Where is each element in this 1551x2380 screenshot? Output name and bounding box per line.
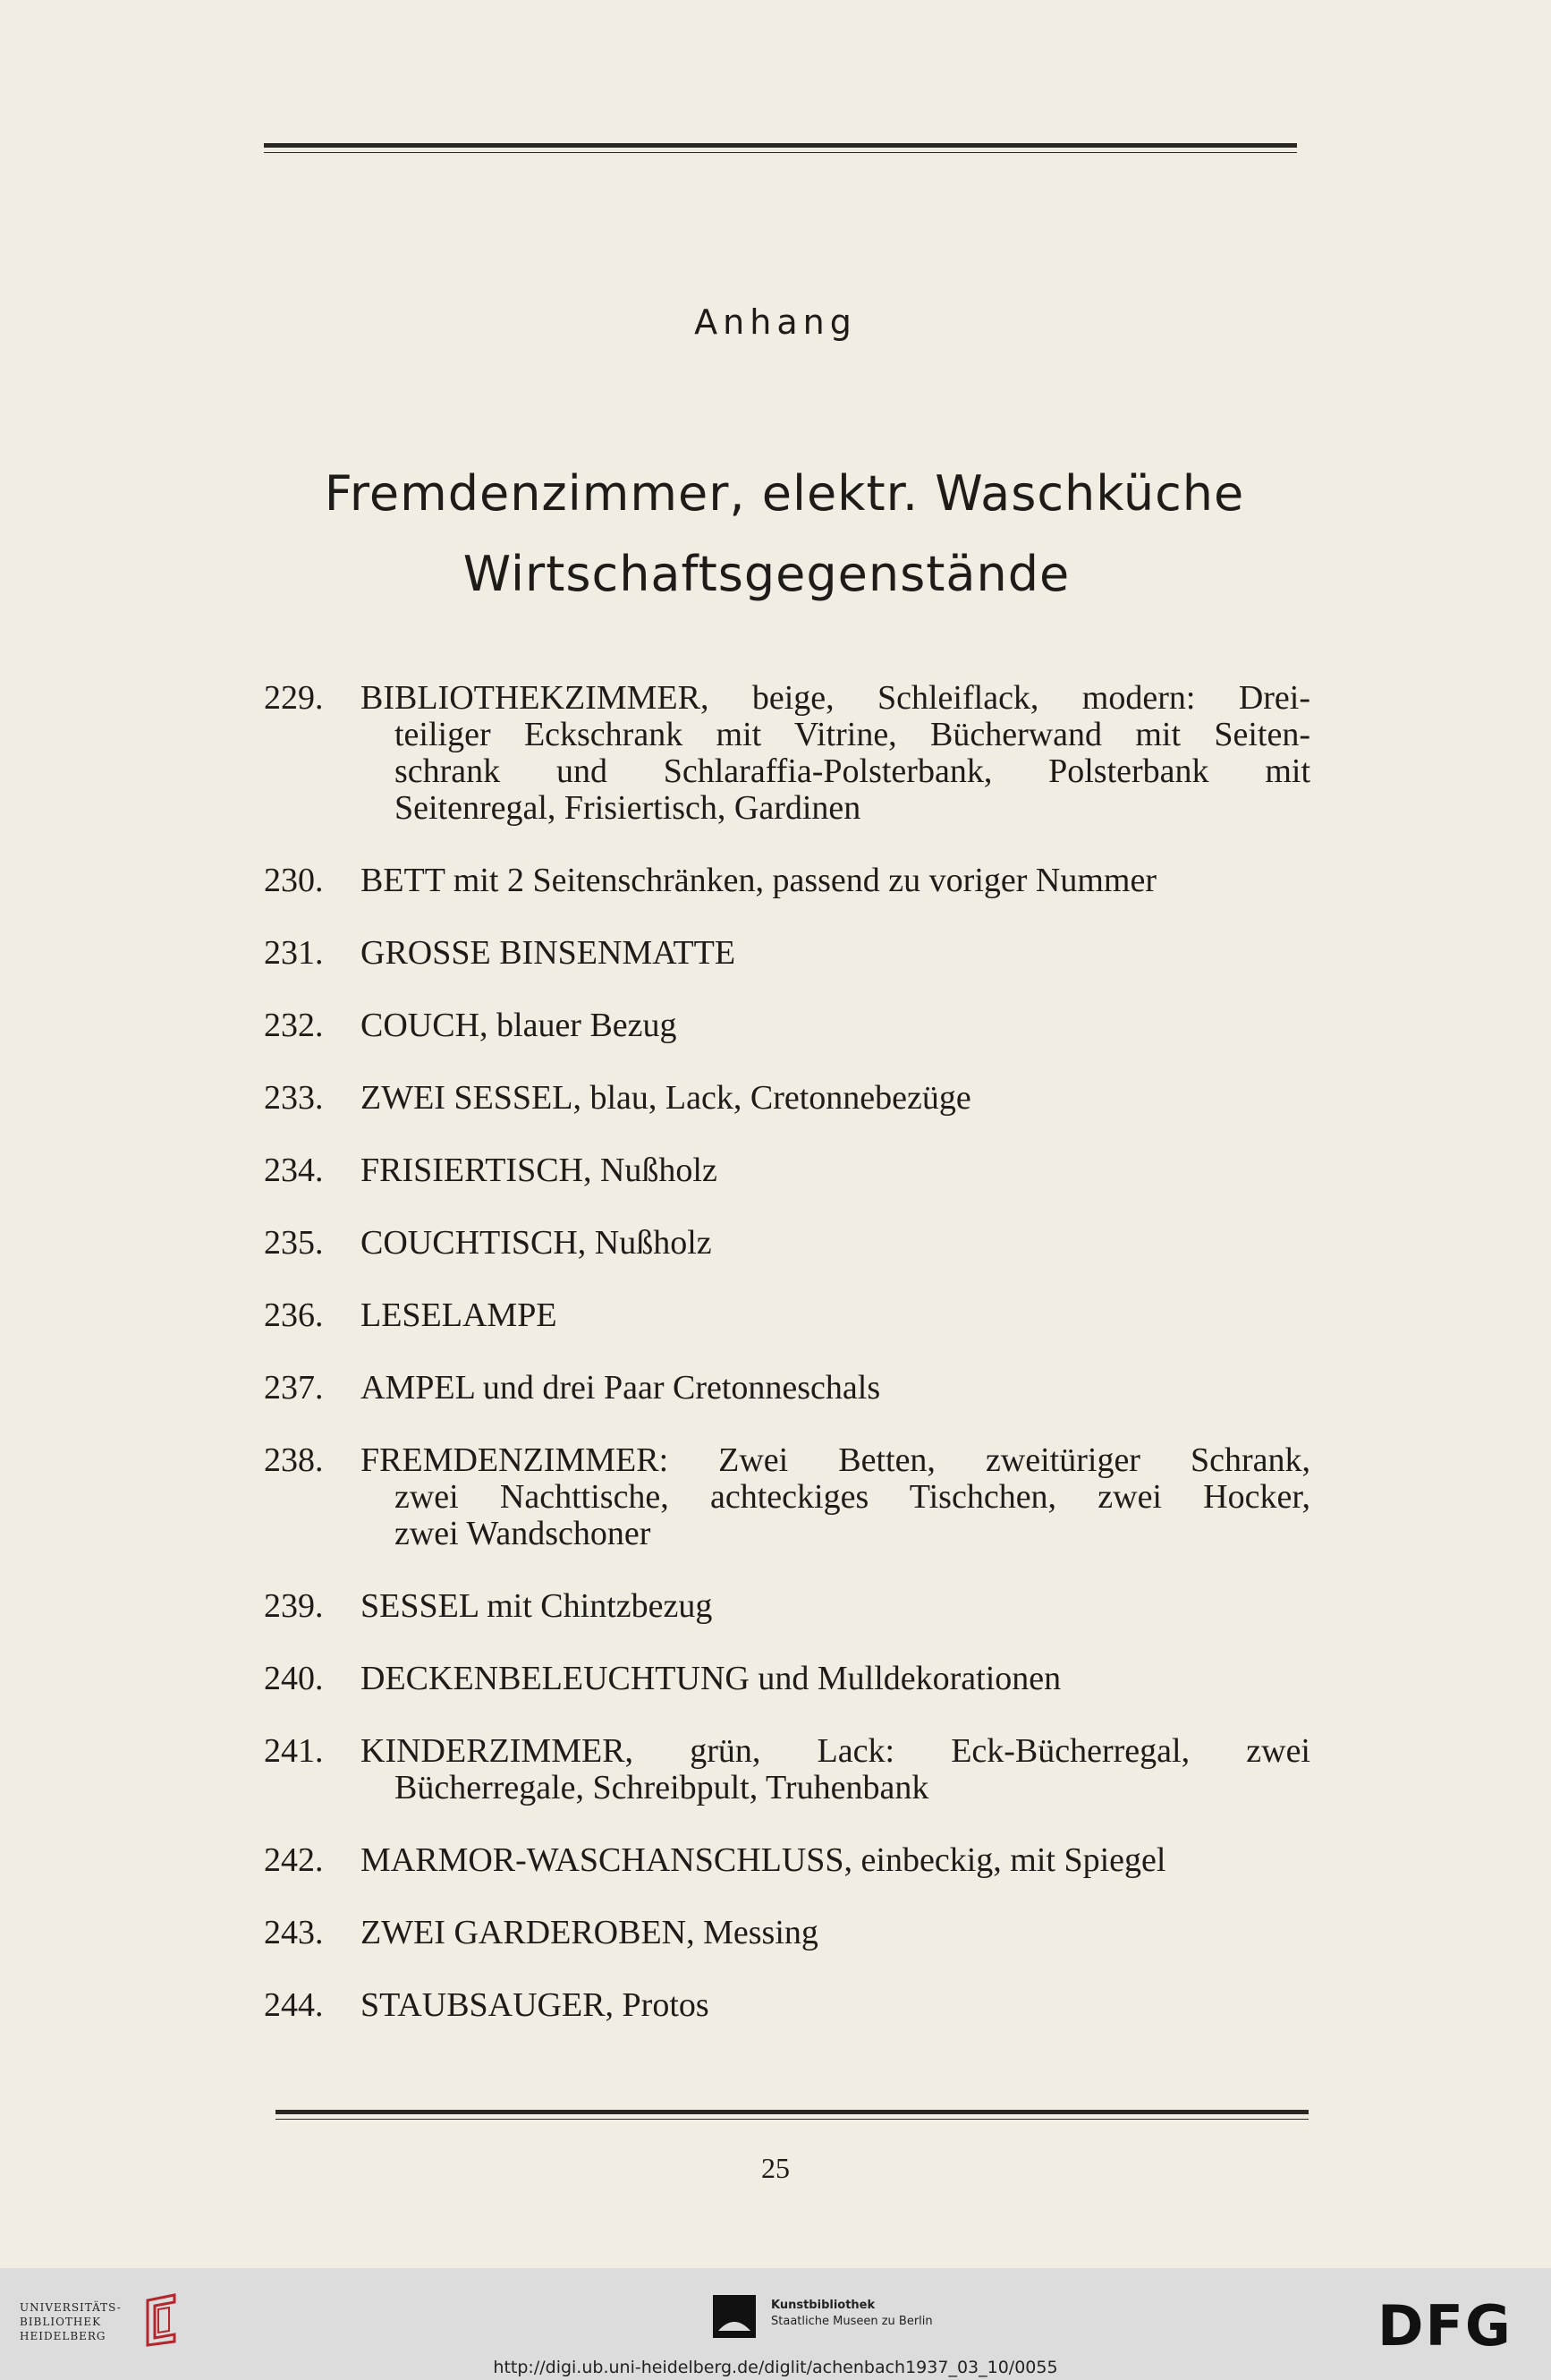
lot-number: 242.	[264, 1841, 324, 1879]
kunstbibliothek-label[interactable]	[771, 2298, 933, 2330]
lot-description-line: COUCH, blauer Bezug	[360, 1007, 677, 1044]
lot-item	[264, 1661, 1310, 1697]
kb-subtitle: Staatliche Museen zu Berlin	[771, 2315, 933, 2328]
lot-description-line: zwei Nachttische, achteckiges Tischchen, zwei Hocker,	[394, 1478, 1310, 1516]
lot-description	[360, 863, 1310, 899]
section-label: Anhang	[694, 302, 857, 342]
lot-item	[264, 1442, 1310, 1552]
lot-description	[360, 1588, 1310, 1625]
lot-item	[264, 1842, 1310, 1879]
lot-number: 240.	[264, 1660, 324, 1697]
lot-number: 233.	[264, 1079, 324, 1117]
lot-number: 232.	[264, 1007, 324, 1044]
digitization-footer	[0, 2268, 1551, 2380]
lot-item	[264, 1987, 1310, 2024]
lot-description-line: COUCHTISCH, Nußholz	[360, 1224, 712, 1262]
lot-item	[264, 1007, 1310, 1044]
lot-number: 237.	[264, 1369, 324, 1407]
lot-number: 238.	[264, 1441, 324, 1479]
lot-description	[360, 1842, 1310, 1879]
lot-number: 236.	[264, 1296, 324, 1334]
lot-description-line: ZWEI SESSEL, blau, Lack, Cretonnebezüge	[360, 1079, 971, 1117]
lot-description-line: zwei Wandschoner	[394, 1515, 651, 1552]
lot-description-line: FREMDENZIMMER: Zwei Betten, zweitüriger Schrank,	[360, 1441, 1310, 1479]
lot-number: 229.	[264, 679, 324, 717]
lot-number: 244.	[264, 1986, 324, 2024]
lot-item	[264, 1733, 1310, 1806]
lot-item	[264, 1225, 1310, 1262]
ub-heidelberg-logo[interactable]	[20, 2300, 122, 2343]
lot-description-line: FRISIERTISCH, Nußholz	[360, 1152, 717, 1189]
permalink-url[interactable]: http://digi.ub.uni-heidelberg.de/diglit/achenbach1937_03_10/0055	[493, 2358, 1058, 2377]
lot-description-line: STAUBSAUGER, Protos	[360, 1986, 709, 2024]
ub-emblem-icon	[139, 2291, 183, 2347]
dfg-logo[interactable]: DFG	[1377, 2293, 1513, 2359]
lot-number: 230.	[264, 862, 324, 899]
lot-description	[360, 1733, 1310, 1806]
lot-item	[264, 1370, 1310, 1407]
lot-description-line: GROSSE BINSENMATTE	[360, 934, 736, 972]
top-double-rule	[264, 143, 1297, 153]
page-number: 25	[761, 2152, 790, 2184]
lot-item	[264, 1080, 1310, 1117]
lot-description	[360, 1661, 1310, 1697]
kunstbibliothek-logo-icon	[713, 2295, 756, 2338]
lot-number: 231.	[264, 934, 324, 972]
lot-description	[360, 1080, 1310, 1117]
lot-number: 239.	[264, 1587, 324, 1625]
page-title-line-1: Fremdenzimmer, elektr. Waschküche	[324, 465, 1245, 522]
lot-number: 234.	[264, 1152, 324, 1189]
lot-description	[360, 935, 1310, 972]
ub-logo-line: BIBLIOTHEK	[20, 2316, 102, 2328]
ub-logo-line: HEIDELBERG	[20, 2330, 106, 2342]
lot-item	[264, 1588, 1310, 1625]
lot-description-line: ZWEI GARDEROBEN, Messing	[360, 1914, 818, 1951]
lot-item	[264, 935, 1310, 972]
lot-description-line: MARMOR-WASCHANSCHLUSS, einbeckig, mit Spiegel	[360, 1841, 1166, 1879]
lot-description-line: Seitenregal, Frisiertisch, Gardinen	[394, 789, 861, 827]
lot-number: 243.	[264, 1914, 324, 1951]
lot-description-line: AMPEL und drei Paar Cretonneschals	[360, 1369, 881, 1407]
lot-description	[360, 1152, 1310, 1189]
lot-description-line: DECKENBELEUCHTUNG und Mulldekorationen	[360, 1660, 1062, 1697]
lot-description-line: BETT mit 2 Seitenschränken, passend zu voriger Nummer	[360, 862, 1157, 899]
lot-description-line: teiliger Eckschrank mit Vitrine, Bücherwand mit Seiten-	[394, 716, 1310, 753]
lot-description-line: LESELAMPE	[360, 1296, 557, 1334]
lot-description	[360, 1007, 1310, 1044]
lot-description-line: KINDERZIMMER, grün, Lack: Eck-Bücherregal, zwei	[360, 1732, 1310, 1770]
lot-description-line: BIBLIOTHEKZIMMER, beige, Schleiflack, modern: Drei-	[360, 679, 1310, 717]
lot-list	[264, 680, 1310, 2060]
lot-description-line: Bücherregale, Schreibpult, Truhenbank	[394, 1769, 929, 1806]
lot-item	[264, 1297, 1310, 1334]
lot-description	[360, 1915, 1310, 1951]
lot-description	[360, 1297, 1310, 1334]
page-title-line-2: Wirtschaftsgegenstände	[462, 546, 1071, 602]
lot-item	[264, 680, 1310, 827]
lot-description	[360, 1987, 1310, 2024]
lot-description-line: schrank und Schlaraffia-Polsterbank, Polsterbank mit	[394, 752, 1310, 790]
lot-description	[360, 1442, 1310, 1552]
ub-logo-line: UNIVERSITÄTS-	[20, 2301, 122, 2314]
bottom-double-rule	[275, 2110, 1309, 2120]
lot-item	[264, 1152, 1310, 1189]
lot-description	[360, 1225, 1310, 1262]
lot-number: 235.	[264, 1224, 324, 1262]
lot-description	[360, 1370, 1310, 1407]
kb-name: Kunstbibliothek	[771, 2299, 876, 2312]
lot-description-line: SESSEL mit Chintzbezug	[360, 1587, 713, 1625]
lot-item	[264, 1915, 1310, 1951]
lot-item	[264, 863, 1310, 899]
lot-description	[360, 680, 1310, 827]
lot-number: 241.	[264, 1732, 324, 1770]
